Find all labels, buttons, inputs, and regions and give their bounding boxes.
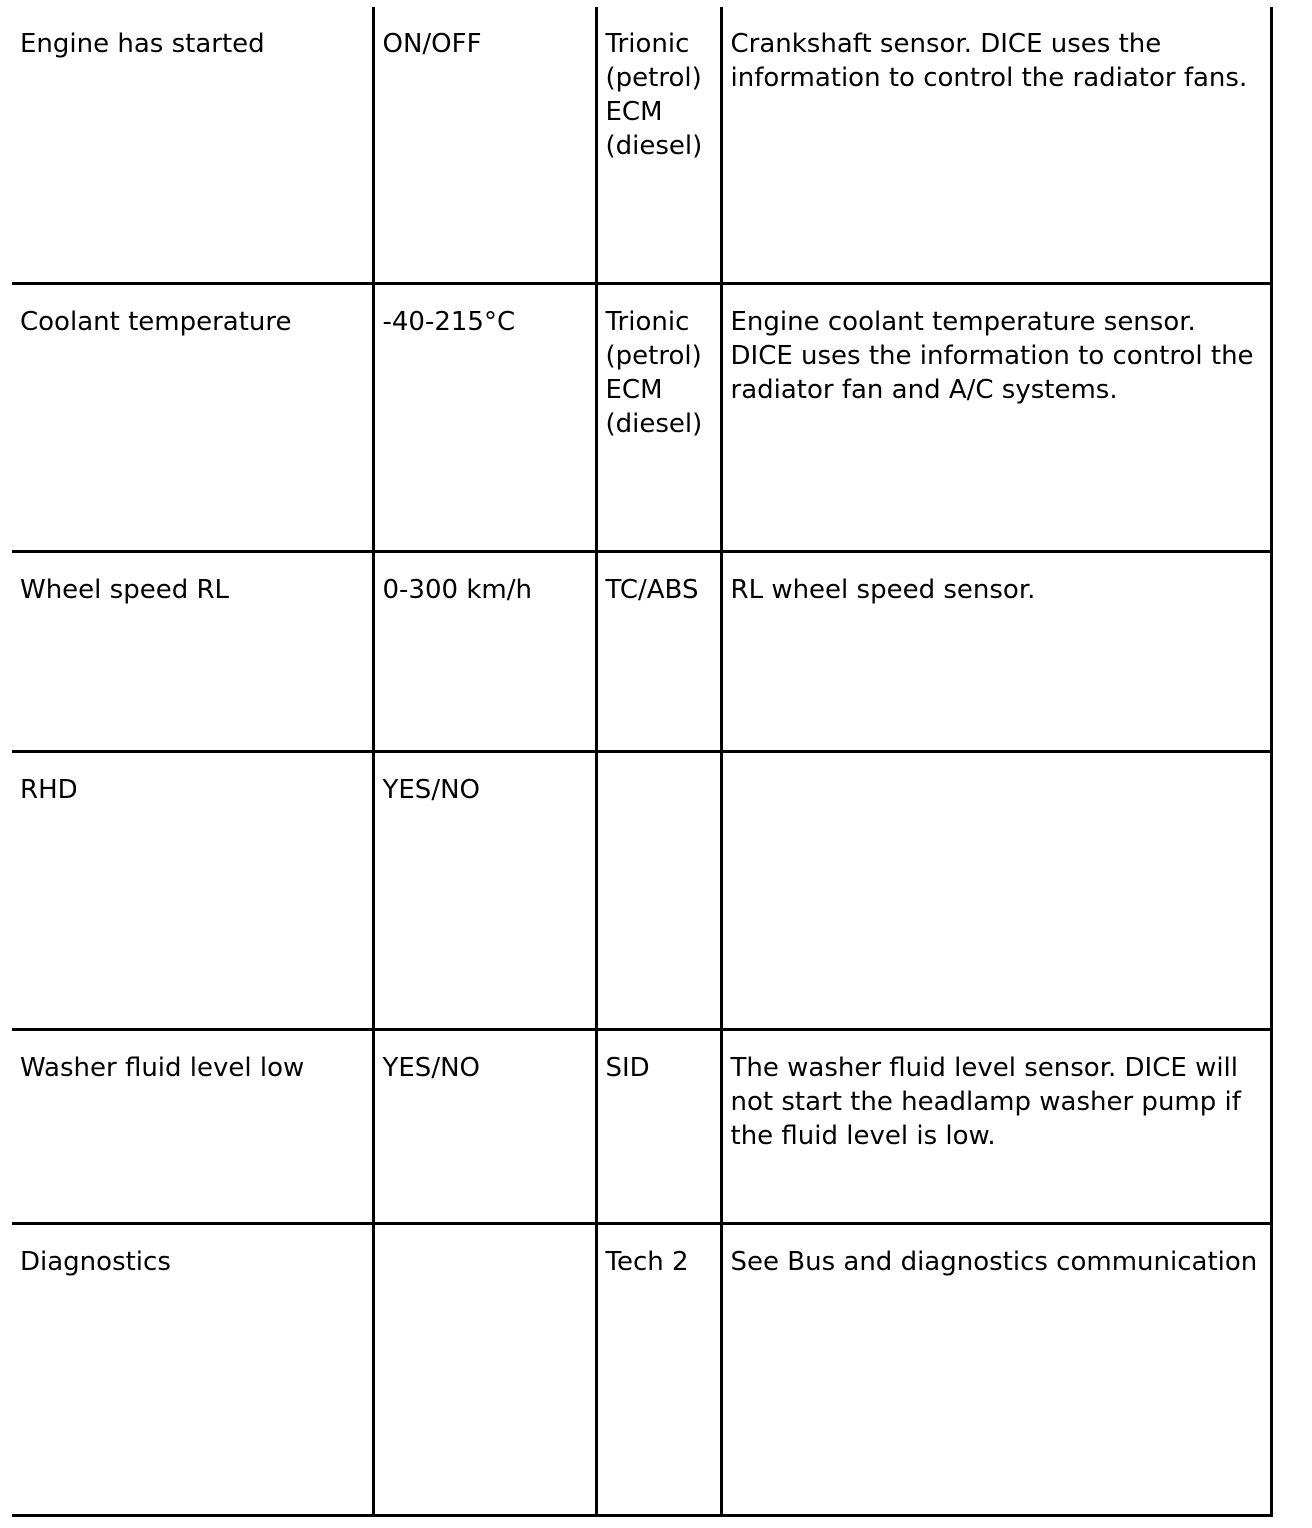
description-cell: RL wheel speed sensor.	[721, 551, 1271, 751]
signal-name-cell: RHD	[12, 751, 373, 1029]
description-cell: Engine coolant temperature sensor. DICE uses the information to control the radiator fan and A/C systems.	[721, 283, 1271, 551]
source-cell: Tech 2	[596, 1223, 721, 1515]
table-row	[12, 7, 1271, 283]
range-cell: ON/OFF	[373, 7, 596, 283]
source-line: Trionic (petrol) ECM (diesel)	[605, 306, 703, 439]
signal-table	[12, 7, 1273, 1517]
source-cell: TC/ABS	[596, 551, 721, 751]
table-row	[12, 751, 1271, 1029]
range-cell: -40-215°C	[373, 283, 596, 551]
signal-name-cell: Engine has started	[12, 7, 373, 283]
range-cell: YES/NO	[373, 751, 596, 1029]
signal-name-cell: Diagnostics	[12, 1223, 373, 1515]
signal-name-cell: Washer fluid level low	[12, 1029, 373, 1223]
description-cell: The washer fluid level sensor. DICE will not start the headlamp washer pump if the fluid level is low.	[721, 1029, 1271, 1223]
table-row	[12, 283, 1271, 551]
source-line: Trionic (petrol) ECM (diesel)	[605, 29, 703, 161]
table-row	[12, 1223, 1271, 1515]
range-cell: YES/NO	[373, 1029, 596, 1223]
description-cell: Crankshaft sensor. DICE uses the information to control the radiator fans.	[721, 7, 1271, 283]
range-cell: 0-300 km/h	[373, 551, 596, 751]
source-cell	[596, 7, 721, 283]
signal-name-cell: Wheel speed RL	[12, 551, 373, 751]
table-row	[12, 1029, 1271, 1223]
signal-name-cell: Coolant temperature	[12, 283, 373, 551]
source-cell: SID	[596, 1029, 721, 1223]
table-row	[12, 551, 1271, 751]
source-cell	[596, 751, 721, 1029]
description-cell: See Bus and diagnostics communication	[721, 1223, 1271, 1515]
source-cell	[596, 283, 721, 551]
range-cell	[373, 1223, 596, 1515]
description-cell	[721, 751, 1271, 1029]
